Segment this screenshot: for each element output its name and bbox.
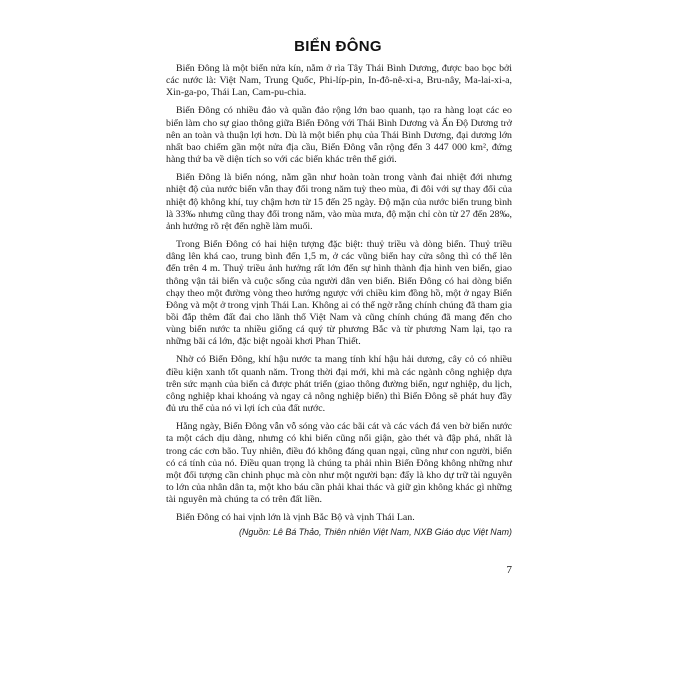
paragraph-2: Biển Đông có nhiều đảo và quần đảo rộng lớn bao quanh, tạo ra hàng loạt các eo biển làm cho sự giao thông giữa Biển Đông với Thái Bình Dương và Ấn Độ Dương trở nên an toàn và thuận lợi hơn. Dù là một biển phụ của Thái Bình Dương, đại dương lớn nhất bao chiếm gần một nửa địa cầu, Biển Đông vẫn rộng đến 3 447 000 km², đứng hàng thứ ba về diện tích so với các biển khác trên thế giới. [166,105,512,166]
paragraph-1: Biển Đông là một biển nửa kín, nằm ở rìa Tây Thái Bình Dương, được bao bọc bởi các nước là: Việt Nam, Trung Quốc, Phi-líp-pin, In-đô-nê-xi-a, Bru-nây, Ma-lai-xi-a, Xin-ga-po, Thái Lan, Cam-pu-chia. [166,63,512,99]
paragraph-4: Trong Biển Đông có hai hiện tượng đặc biệt: thuỷ triều và dòng biển. Thuỷ triều dâng lên khá cao, trung bình đến 1,5 m, ở các vũng biển hay cửa sông thì có thể lên đến trên 4 m. Thuỷ triều ảnh hưởng rất lớn đến sự hình thành địa hình ven biển, giao thông vận tải biển và cuộc sống của người dân ven biển. Biển Đông có hai dòng biển chạy theo một đường vòng theo hướng ngược với chiều kim đồng hồ, một ở ngay Biển Đông và một ở trong vịnh Thái Lan. Không ai có thể ngờ rằng chính chúng đã tham gia bồi đắp thêm đất đai cho lãnh thổ Việt Nam và cũng chính chúng đã mang đến cho vùng biển nước ta nhiều giống cá quý từ phương Bắc và từ phương Nam lại, tạo ra những bãi cá lớn, đặc biệt ngoài khơi Phan Thiết. [166,239,512,348]
source-citation: (Nguồn: Lê Bá Thảo, Thiên nhiên Việt Nam, NXB Giáo dục Việt Nam) [239,527,512,538]
page-title: BIỂN ĐÔNG [294,38,382,55]
paragraph-3: Biển Đông là biển nóng, nằm gần như hoàn toàn trong vành đai nhiệt đới nhưng nhiệt độ của nước biển vẫn thay đổi trong năm tuỳ theo mùa, đi đôi với sự thay đổi của nhiệt độ không khí, tuy chậm hơn từ 15 đến 25 ngày. Độ mặn của nước biển trung bình là 33‰ nhưng cũng thay đổi trong năm, vào mùa mưa, độ mặn chỉ còn từ 27 đến 28‰, ảnh hưởng rõ rệt đến nghề làm muối. [166,172,512,232]
paragraph-5: Nhờ có Biển Đông, khí hậu nước ta mang tính khí hậu hải dương, cây cỏ có nhiều điều kiện xanh tốt quanh năm. Trong thời đại mới, khi mà các ngành công nghiệp dựa trên sức mạnh của biển cả được phát triển (giao thông đường biển, ngư nghiệp, du lịch, công nghiệp khai khoáng và ngay cả nông nghiệp biển) thì Biển Đông sẽ phát huy đầy đủ ưu thế của nó vì lợi ích của đất nước. [166,354,512,415]
paragraph-7: Biển Đông có hai vịnh lớn là vịnh Bắc Bộ và vịnh Thái Lan. [176,512,415,524]
paragraph-6: Hằng ngày, Biển Đông vẫn vỗ sóng vào các bãi cát và các vách đá ven bờ biển nước ta một cách dịu dàng, nhưng có khi biển cũng nổi giận, gào thét và đập phá, nhất là trong các cơn bão. Tuy nhiên, điều đó không đáng quan ngại, cũng như con người, biển có cá tính của nó. Điều quan trọng là chúng ta phải nhìn Biển Đông không những như một đối tượng cần chinh phục mà còn như một người bạn: đấy là kho dự trữ tài nguyên to lớn của nhân dân ta, một kho báu cần phải khai thác và giữ gìn không khác gì những tài nguyên mà chúng ta có trên đất liền. [166,421,512,506]
page-number: 7 [506,564,512,576]
article-body [166,63,512,538]
